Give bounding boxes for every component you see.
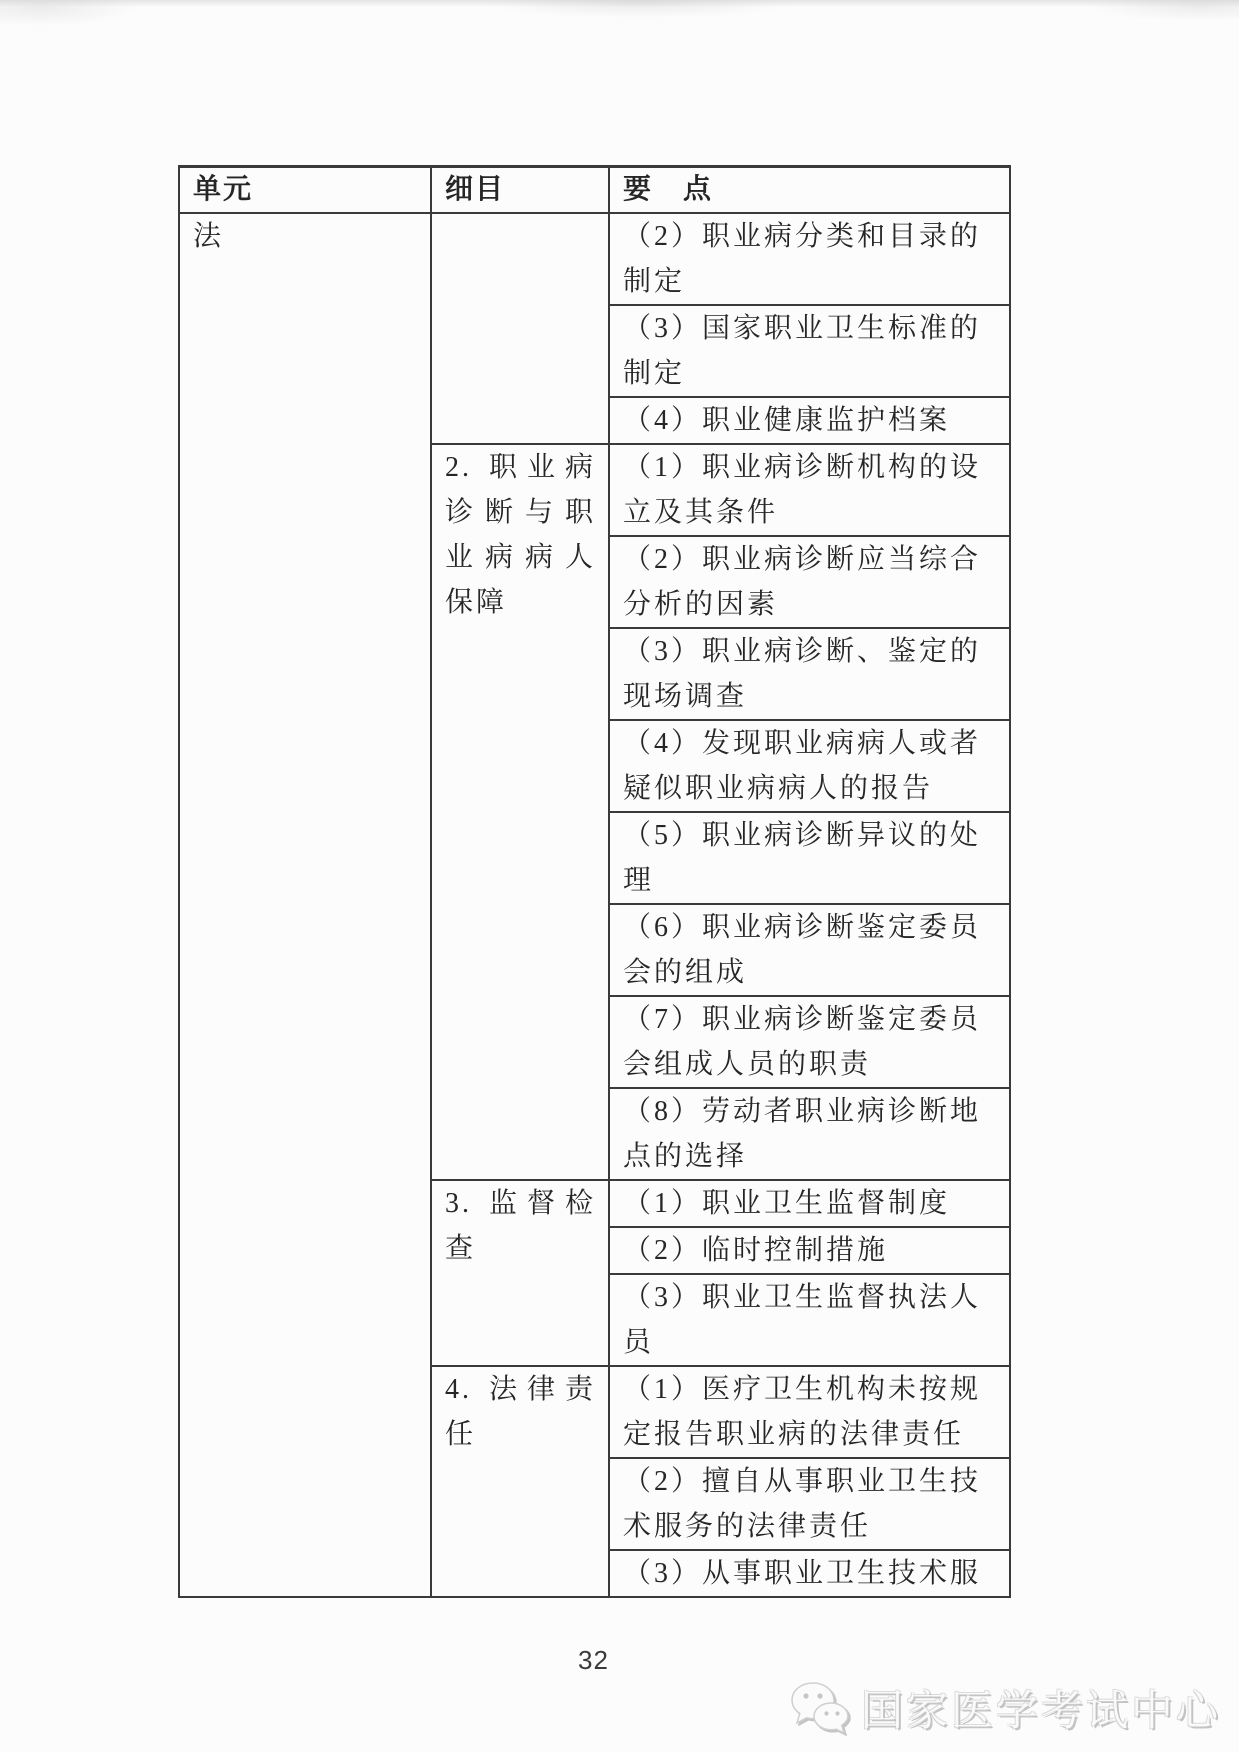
table-row [179,213,1010,305]
point-cell: （2）职业病诊断应当综合分析的因素 [609,536,1010,628]
point-cell: （4）发现职业病病人或者疑似职业病病人的报告 [609,720,1010,812]
unit-cell: 法 [179,213,431,1597]
point-cell: （1）职业卫生监督制度 [609,1180,1010,1227]
item-cell [431,213,609,444]
point-cell: （2）临时控制措施 [609,1227,1010,1274]
item-cell: 2. 职业病诊断与职业病病人保障 [431,444,609,1180]
table-body [179,213,1010,1597]
point-cell: （7）职业病诊断鉴定委员会组成人员的职责 [609,996,1010,1088]
syllabus-table [178,165,1011,1598]
point-cell: （3）国家职业卫生标准的制定 [609,305,1010,397]
point-cell: （3）从事职业卫生技术服 [609,1550,1010,1597]
wechat-icon [789,1679,851,1737]
header-item: 细目 [431,167,609,214]
point-cell: （8）劳动者职业病诊断地点的选择 [609,1088,1010,1180]
footer-watermark [789,1678,1221,1738]
item-cell: 4. 法律责任 [431,1366,609,1597]
watermark-text: 国家医学考试中心 [860,1689,1221,1735]
header-unit: 单元 [179,167,431,214]
point-cell: （2）擅自从事职业卫生技术服务的法律责任 [609,1458,1010,1550]
point-cell: （5）职业病诊断异议的处理 [609,812,1010,904]
item-cell: 3. 监督检查 [431,1180,609,1366]
point-cell: （3）职业卫生监督执法人员 [609,1274,1010,1366]
point-cell: （1）医疗卫生机构未按规定报告职业病的法律责任 [609,1366,1010,1458]
point-cell: （3）职业病诊断、鉴定的现场调查 [609,628,1010,720]
point-cell: （4）职业健康监护档案 [609,397,1010,444]
point-cell: （1）职业病诊断机构的设立及其条件 [609,444,1010,536]
point-cell: （6）职业病诊断鉴定委员会的组成 [609,904,1010,996]
point-cell: （2）职业病分类和目录的制定 [609,213,1010,305]
table-header-row [179,167,1010,214]
page-number: 32 [578,1645,609,1675]
header-points: 要 点 [609,167,1010,214]
